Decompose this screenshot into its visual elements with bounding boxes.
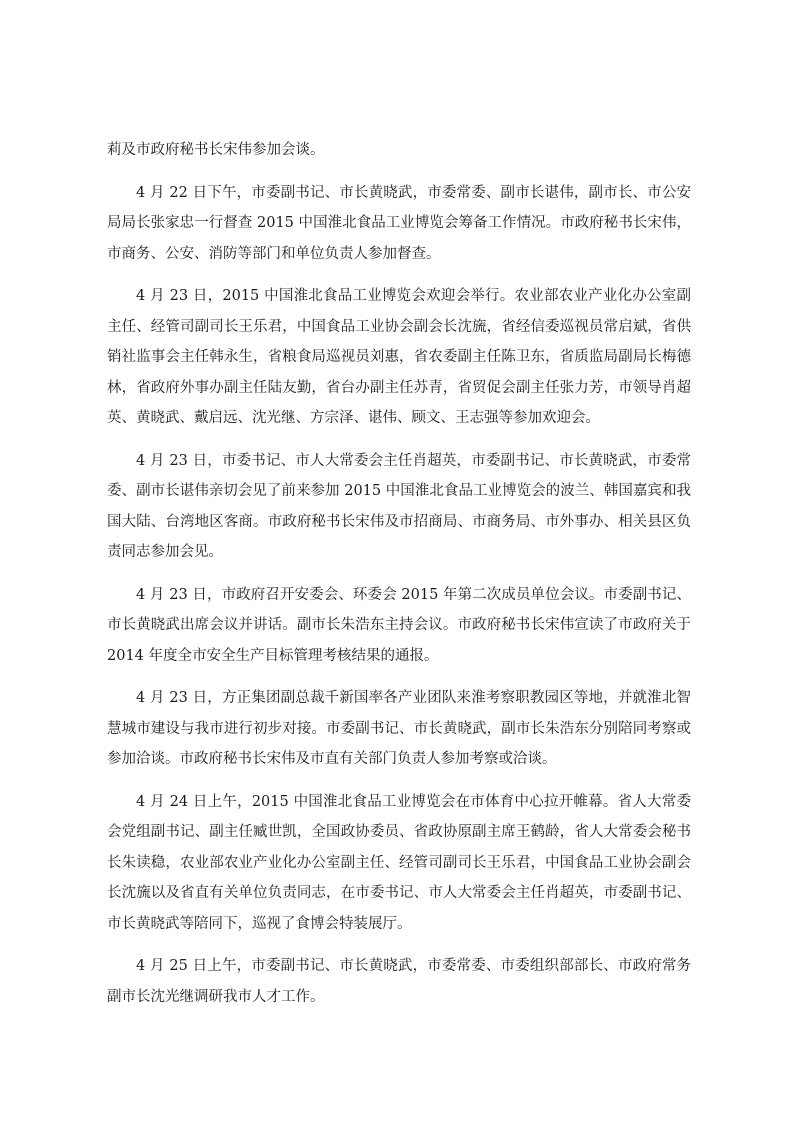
- paragraph-apr23-founder-visit: 4 月 23 日，方正集团副总裁千新国率各产业团队来淮考察职教园区等地，并就淮北智慧城市建设与我市进行初步对接。市委副书记、市长黄晓武，副市长朱浩东分别陪同考察或参加洽谈。市政府秘书长宋伟及市直有关部门负责人参加考察或洽谈。: [107, 690, 691, 767]
- document-body: [107, 135, 691, 1024]
- paragraph-apr23-meeting-guests: 4 月 23 日，市委书记、市人大常委会主任肖超英，市委副书记、市长黄晓武，市委常委、副市长谌伟亲切会见了前来参加 2015 中国淮北食品工业博览会的波兰、韩国嘉宾和我国大陆、台湾地区客商。市政府秘书长宋伟及市招商局、市商务局、市外事办、相关县区负责同志参加会见。: [107, 452, 691, 560]
- paragraph-apr24-expo-opening: 4 月 24 日上午，2015 中国淮北食品工业博览会在市体育中心拉开帷幕。省人大常委会党组副书记、副主任臧世凯，全国政协委员、省政协原副主席王鹤龄，省人大常委会秘书长朱读稳，农业部农业产业化办公室副主任、经管司副司长王乐君，中国食品工业协会副会长沈旒以及省直有关单位负责同志，在市委书记、市人大常委会主任肖超英，市委副书记、市长黄晓武等陪同下，巡视了食博会特装展厅。: [107, 793, 691, 932]
- paragraph-apr23-safety-meeting: 4 月 23 日，市政府召开安委会、环委会 2015 年第二次成员单位会议。市委副书记、市长黄晓武出席会议并讲话。副市长朱浩东主持会议。市政府秘书长宋伟宣读了市政府关于 2014 年度全市安全生产目标管理考核结果的通报。: [107, 586, 691, 664]
- paragraph-apr25-talent: 4 月 25 日上午，市委副书记、市长黄晓武，市委常委、市委组织部部长、市政府常务副市长沈光继调研我市人才工作。: [107, 958, 691, 1005]
- paragraph-apr23-welcome: 4 月 23 日，2015 中国淮北食品工业博览会欢迎会举行。农业部农业产业化办公室副主任、经管司副司长王乐君，中国食品工业协会副会长沈旒，省经信委巡视员常启斌，省供销社监事会主任韩永生，省粮食局巡视员刘惠，省农委副主任陈卫东，省质监局副局长梅德林，省政府外事办副主任陆友勤，省台办副主任苏青，省贸促会副主任张力芳，市领导肖超英、黄晓武、戴启远、沈光继、方宗泽、谌伟、顾文、王志强等参加欢迎会。: [107, 288, 691, 426]
- paragraph-apr22-inspection: 4 月 22 日下午，市委副书记、市长黄晓武，市委常委、副市长谌伟，副市长、市公安局局长张家忠一行督查 2015 中国淮北食品工业博览会筹备工作情况。市政府秘书长宋伟，市商务、公安、消防等部门和单位负责人参加督查。: [107, 184, 691, 262]
- paragraph-continued: 莉及市政府秘书长宋伟参加会谈。: [107, 142, 325, 158]
